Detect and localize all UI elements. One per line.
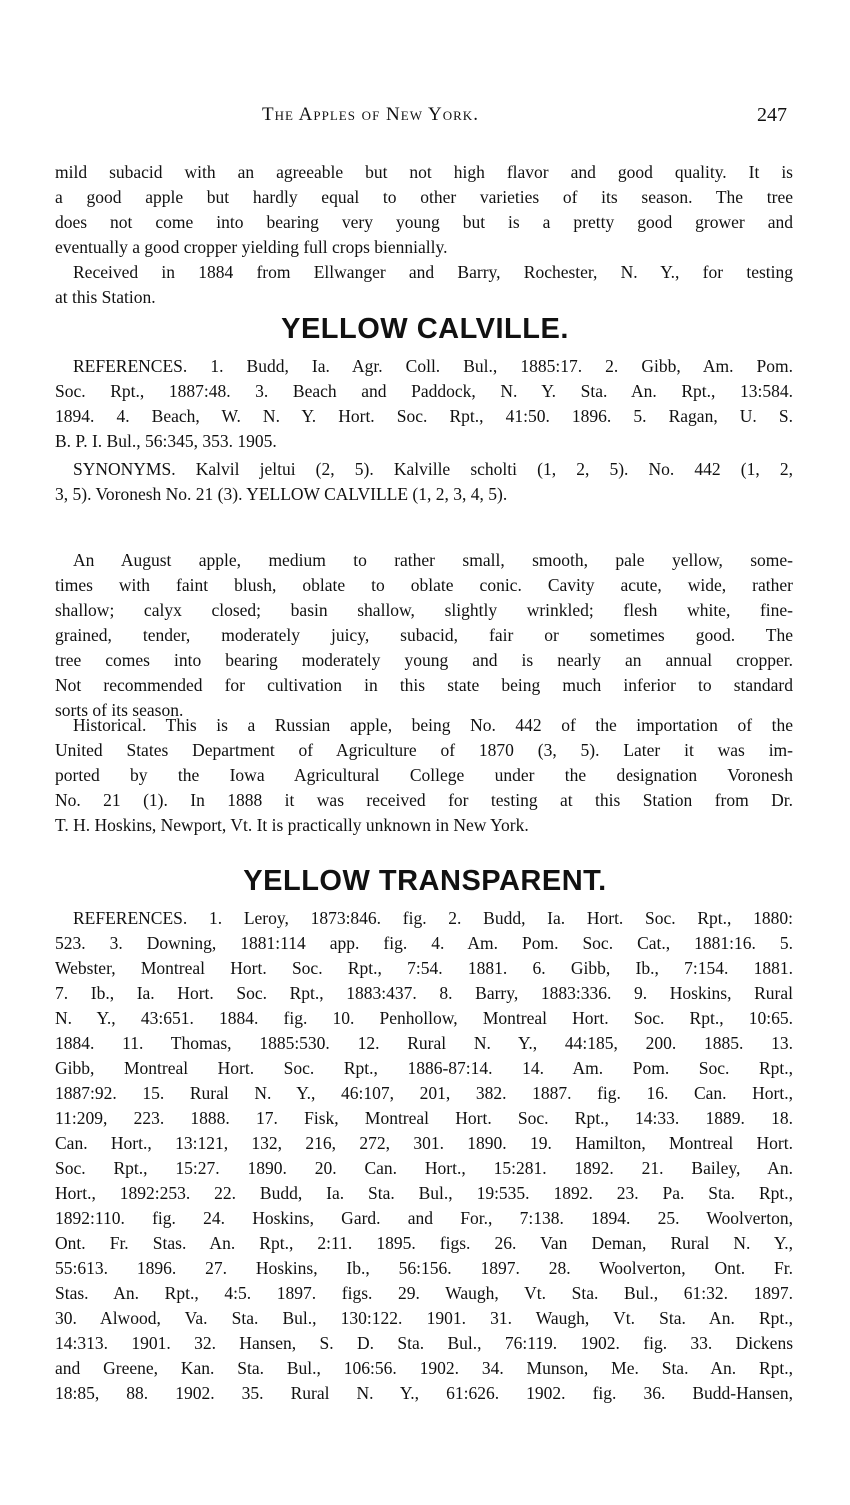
text-line: times with faint blush, oblate to oblate conic. Cavity acute, wide, rather: [55, 575, 793, 595]
calville-historical: [55, 713, 793, 838]
text-line: Ont. Fr. Stas. An. Rpt., 2:11. 1895. figs. 26. Van Deman, Rural N. Y.,: [55, 1233, 793, 1253]
section-title-yellow-calville: YELLOW CALVILLE.: [281, 313, 569, 345]
text-line: 1894. 4. Beach, W. N. Y. Hort. Soc. Rpt., 41:50. 1896. 5. Ragan, U. S.: [55, 406, 793, 426]
calville-references: [55, 354, 793, 454]
text-line: T. H. Hoskins, Newport, Vt. It is practically unknown in New York.: [55, 815, 529, 835]
text-line: Hort., 1892:253. 22. Budd, Ia. Sta. Bul., 19:535. 1892. 23. Pa. Sta. Rpt.,: [55, 1183, 793, 1203]
text-line: 55:613. 1896. 27. Hoskins, Ib., 56:156. 1897. 28. Woolverton, Ont. Fr.: [55, 1258, 793, 1278]
text-line: 1887:92. 15. Rural N. Y., 46:107, 201, 382. 1887. fig. 16. Can. Hort.,: [55, 1083, 793, 1103]
intro-paragraph-2: [55, 260, 793, 310]
text-line: SYNONYMS. Kalvil jeltui (2, 5). Kalville scholti (1, 2, 5). No. 442 (1, 2,: [73, 459, 793, 479]
text-line: 523. 3. Downing, 1881:114 app. fig. 4. Am. Pom. Soc. Cat., 1881:16. 5.: [55, 933, 793, 953]
text-line: sorts of its season.: [55, 700, 184, 720]
text-line: 18:85, 88. 1902. 35. Rural N. Y., 61:626. 1902. fig. 36. Budd-Hansen,: [55, 1383, 793, 1403]
text-line: 1884. 11. Thomas, 1885:530. 12. Rural N. Y., 44:185, 200. 1885. 13.: [55, 1033, 793, 1053]
text-line: 1892:110. fig. 24. Hoskins, Gard. and For., 7:138. 1894. 25. Woolverton,: [55, 1208, 793, 1228]
section-title-yellow-transparent: YELLOW TRANSPARENT.: [243, 865, 607, 897]
text-line: 3, 5). Voronesh No. 21 (3). YELLOW CALVILLE (1, 2, 3, 4, 5).: [55, 484, 508, 504]
text-line: No. 21 (1). In 1888 it was received for testing at this Station from Dr.: [55, 790, 793, 810]
text-line: An August apple, medium to rather small, smooth, pale yellow, some-: [73, 550, 793, 570]
text-line: Can. Hort., 13:121, 132, 216, 272, 301. 1890. 19. Hamilton, Montreal Hort.: [55, 1133, 793, 1153]
text-line: grained, tender, moderately juicy, subacid, fair or sometimes good. The: [55, 625, 793, 645]
text-line: and Greene, Kan. Sta. Bul., 106:56. 1902. 34. Munson, Me. Sta. An. Rpt.,: [55, 1358, 793, 1378]
text-line: B. P. I. Bul., 56:345, 353. 1905.: [55, 431, 277, 451]
text-line: Soc. Rpt., 15:27. 1890. 20. Can. Hort., 15:281. 1892. 21. Bailey, An.: [55, 1158, 793, 1178]
text-line: Stas. An. Rpt., 4:5. 1897. figs. 29. Waugh, Vt. Sta. Bul., 61:32. 1897.: [55, 1283, 793, 1303]
text-line: Historical. This is a Russian apple, being No. 442 of the importation of the: [73, 715, 793, 735]
text-line: 14:313. 1901. 32. Hansen, S. D. Sta. Bul., 76:119. 1902. fig. 33. Dickens: [55, 1333, 793, 1353]
text-line: Not recommended for cultivation in this state being much inferior to standard: [55, 675, 793, 695]
text-line: at this Station.: [55, 287, 156, 307]
text-line: N. Y., 43:651. 1884. fig. 10. Penhollow, Montreal Hort. Soc. Rpt., 10:65.: [55, 1008, 793, 1028]
text-line: Soc. Rpt., 1887:48. 3. Beach and Paddock, N. Y. Sta. An. Rpt., 13:584.: [55, 381, 793, 401]
calville-synonyms: [55, 457, 793, 507]
text-line: 7. Ib., Ia. Hort. Soc. Rpt., 1883:437. 8. Barry, 1883:336. 9. Hoskins, Rural: [55, 983, 793, 1003]
transparent-references: [55, 906, 793, 1406]
text-line: eventually a good cropper yielding full crops biennially.: [55, 237, 448, 257]
intro-paragraph-1: [55, 160, 793, 260]
text-line: REFERENCES. 1. Leroy, 1873:846. fig. 2. Budd, Ia. Hort. Soc. Rpt., 1880:: [73, 908, 793, 928]
text-line: 30. Alwood, Va. Sta. Bul., 130:122. 1901. 31. Waugh, Vt. Sta. An. Rpt.,: [55, 1308, 793, 1328]
text-line: ported by the Iowa Agricultural College under the designation Voronesh: [55, 765, 793, 785]
text-line: mild subacid with an agreeable but not high flavor and good quality. It is: [55, 162, 793, 182]
text-line: Received in 1884 from Ellwanger and Barry, Rochester, N. Y., for testing: [73, 262, 793, 282]
calville-description: [55, 548, 793, 723]
text-line: Webster, Montreal Hort. Soc. Rpt., 7:54. 1881. 6. Gibb, Ib., 7:154. 1881.: [55, 958, 793, 978]
text-line: does not come into bearing very young but is a pretty good grower and: [55, 212, 793, 232]
page-number: 247: [757, 104, 787, 126]
text-line: tree comes into bearing moderately young and is nearly an annual cropper.: [55, 650, 793, 670]
text-line: REFERENCES. 1. Budd, Ia. Agr. Coll. Bul., 1885:17. 2. Gibb, Am. Pom.: [73, 356, 793, 376]
text-line: a good apple but hardly equal to other varieties of its season. The tree: [55, 187, 793, 207]
running-title: The Apples of New York.: [262, 104, 479, 125]
text-line: 11:209, 223. 1888. 17. Fisk, Montreal Hort. Soc. Rpt., 14:33. 1889. 18.: [55, 1108, 793, 1128]
text-line: Gibb, Montreal Hort. Soc. Rpt., 1886-87:14. 14. Am. Pom. Soc. Rpt.,: [55, 1058, 793, 1078]
text-line: shallow; calyx closed; basin shallow, slightly wrinkled; flesh white, fine-: [55, 600, 793, 620]
text-line: United States Department of Agriculture of 1870 (3, 5). Later it was im-: [55, 740, 793, 760]
